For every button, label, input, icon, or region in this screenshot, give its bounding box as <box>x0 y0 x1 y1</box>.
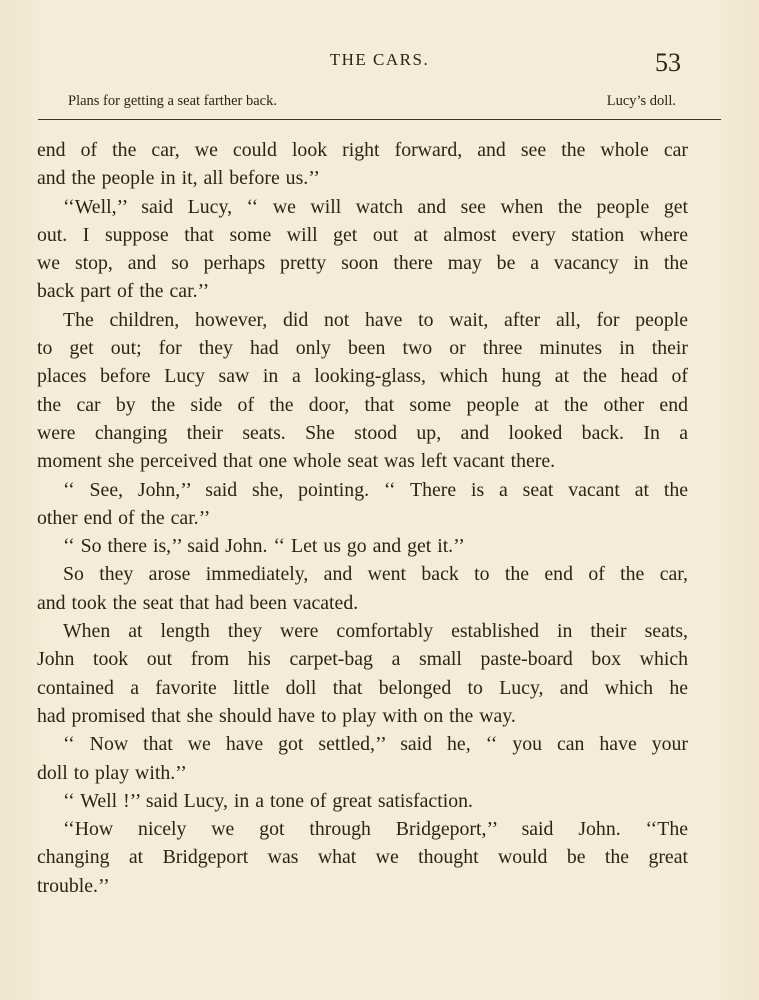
text-line: and took the seat that had been vacated. <box>37 591 359 614</box>
subheader-right: Lucy’s doll. <box>606 93 676 109</box>
text-line: ‘‘Well,’’ said Lucy, ‘‘ we will watch and see when the people get <box>63 195 688 218</box>
text-line: end of the car, we could look right forward, and see the whole car <box>37 139 688 161</box>
text-line: moment she perceived that one whole seat was left vacant there. <box>37 450 556 473</box>
text-line: John took out from his carpet-bag a small paste-board box which <box>37 648 688 671</box>
subheader-left: Plans for getting a seat farther back. <box>68 93 277 109</box>
text-line: changing at Bridgeport was what we thought would be the great <box>37 846 688 869</box>
header-rule <box>38 119 721 120</box>
text-line: were changing their seats. She stood up, and looked back. In a <box>37 421 688 444</box>
text-line: ‘‘ See, John,’’ said she, pointing. ‘‘ There is a seat vacant at the <box>63 478 688 501</box>
text-line: we stop, and so perhaps pretty soon there may be a vacancy in the <box>37 252 688 275</box>
text-line: ‘‘ Now that we have got settled,’’ said he, ‘‘ you can have your <box>63 733 688 756</box>
text-line: and the people in it, all before us.’’ <box>37 167 320 190</box>
running-head <box>0 48 759 76</box>
text-line: to get out; for they had only been two or three minutes in their <box>37 337 688 360</box>
text-line: ‘‘How nicely we got through Bridgeport,’’ said John. ‘‘The <box>63 818 688 841</box>
text-line: the car by the side of the door, that some people at the other end <box>37 393 688 416</box>
text-line: So they arose immediately, and went back to the end of the car, <box>63 563 688 586</box>
text-line: The children, however, did not have to wait, after all, for people <box>63 308 688 331</box>
text-line: ‘‘ Well !’’ said Lucy, in a tone of great satisfaction. <box>63 789 473 812</box>
text-line: ‘‘ So there is,’’ said John. ‘‘ Let us go and get it.’’ <box>63 535 465 558</box>
text-line: out. I suppose that some will get out at almost every station where <box>37 223 688 246</box>
text-line: places before Lucy saw in a looking-glass, which hung at the head of <box>37 365 688 388</box>
section-subheader <box>38 93 721 113</box>
text-line: contained a favorite little doll that belonged to Lucy, and which he <box>37 676 688 699</box>
text-line: had promised that she should have to play with on the way. <box>37 704 516 727</box>
text-line: back part of the car.’’ <box>37 280 210 303</box>
running-title: THE CARS. <box>329 50 430 69</box>
text-line: trouble.’’ <box>37 874 110 897</box>
page-number: 53 <box>655 48 681 77</box>
text-line: other end of the car.’’ <box>37 506 211 529</box>
body-text <box>37 136 688 900</box>
text-line: doll to play with.’’ <box>37 761 187 784</box>
text-line: When at length they were comfortably established in their seats, <box>63 620 688 643</box>
